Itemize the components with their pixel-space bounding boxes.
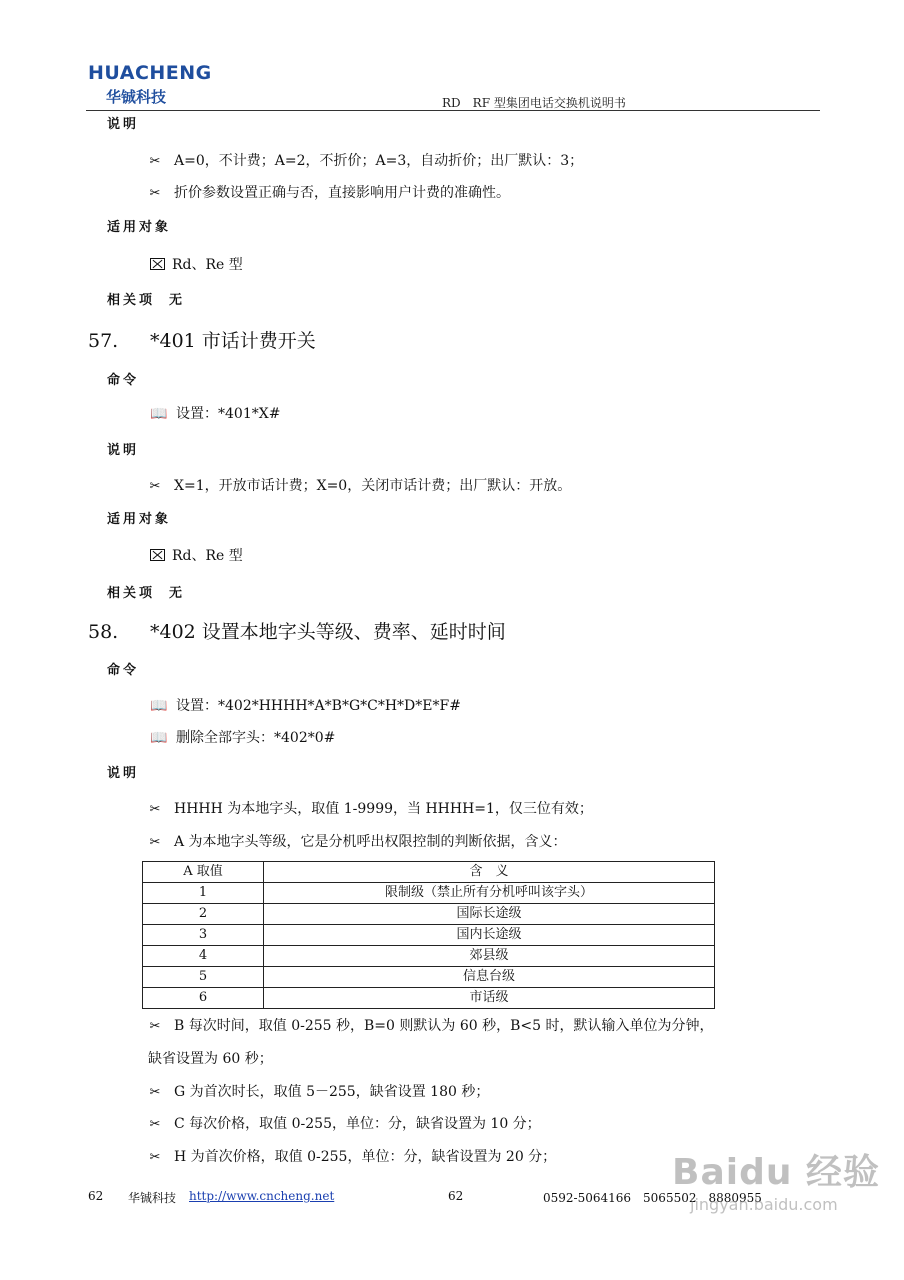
table-header-cell: A 取值 bbox=[143, 862, 264, 883]
table-header-row bbox=[143, 862, 715, 883]
table-row bbox=[143, 946, 715, 967]
table-cell: 限制级（禁止所有分机呼叫该字头） bbox=[264, 883, 715, 904]
scissors-icon: ✂ bbox=[149, 1150, 161, 1165]
checkbox-x-icon bbox=[150, 549, 165, 561]
watermark-brand: Baidu 经验 bbox=[672, 1152, 881, 1193]
table-cell: 5 bbox=[143, 967, 264, 988]
scissors-icon: ✂ bbox=[149, 154, 161, 169]
label-command: 命令 bbox=[107, 373, 140, 388]
label-target: 适用对象 bbox=[107, 512, 172, 527]
scissors-icon: ✂ bbox=[149, 802, 161, 817]
label-related: 相关项 无 bbox=[107, 586, 186, 601]
scissors-icon: ✂ bbox=[149, 186, 161, 201]
document-title: RD RF 型集团电话交换机说明书 bbox=[442, 96, 626, 110]
scissors-icon: ✂ bbox=[149, 1019, 161, 1034]
book-icon: 📖 bbox=[150, 730, 168, 746]
watermark-url: jingyan.baidu.com bbox=[690, 1195, 838, 1214]
footer-company: 华铖科技 bbox=[128, 1191, 177, 1205]
table-row bbox=[143, 967, 715, 988]
table-cell: 郊县级 bbox=[264, 946, 715, 967]
footer-link[interactable] bbox=[189, 1189, 334, 1203]
table-header-cell: 含 义 bbox=[264, 862, 715, 883]
command-item: 📖 设置：*401*X# bbox=[150, 406, 281, 422]
table-cell: 国际长途级 bbox=[264, 904, 715, 925]
label-command: 命令 bbox=[107, 663, 140, 678]
logo-text: HUACHENG bbox=[88, 62, 212, 84]
checkbox-x-icon bbox=[150, 258, 165, 270]
header-divider bbox=[86, 110, 820, 111]
label-explain: 说明 bbox=[107, 443, 140, 458]
label-explain: 说明 bbox=[107, 117, 140, 132]
list-item: ✂ C 每次价格，取值 0-255，单位：分，缺省设置为 10 分； bbox=[149, 1116, 541, 1132]
table-row bbox=[143, 883, 715, 904]
book-icon: 📖 bbox=[150, 698, 168, 714]
table-cell: 1 bbox=[143, 883, 264, 904]
scissors-icon: ✂ bbox=[149, 1085, 161, 1100]
footer-page-number: 62 bbox=[88, 1189, 104, 1203]
list-item: ✂ X=1，开放市话计费；X=0，关闭市话计费；出厂默认：开放。 bbox=[149, 478, 572, 494]
book-icon: 📖 bbox=[150, 406, 168, 422]
command-item: 📖 设置：*402*HHHH*A*B*G*C*H*D*E*F# bbox=[150, 698, 461, 714]
table-cell: 4 bbox=[143, 946, 264, 967]
table-cell: 信息台级 bbox=[264, 967, 715, 988]
list-item: ✂ 折价参数设置正确与否，直接影响用户计费的准确性。 bbox=[149, 185, 510, 201]
scissors-icon: ✂ bbox=[149, 1117, 161, 1132]
scissors-icon: ✂ bbox=[149, 479, 161, 494]
footer-page-center: 62 bbox=[448, 1189, 464, 1203]
table-row bbox=[143, 904, 715, 925]
section-heading-57: 57. *401 市话计费开关 bbox=[88, 330, 316, 352]
table-row bbox=[143, 988, 715, 1009]
list-item: ✂ H 为首次价格，取值 0-255，单位：分，缺省设置为 20 分； bbox=[149, 1149, 557, 1165]
list-item: ✂ HHHH 为本地字头，取值 1-9999，当 HHHH=1，仅三位有效； bbox=[149, 801, 593, 817]
table-row bbox=[143, 925, 715, 946]
target-value: Rd、Re 型 bbox=[150, 545, 243, 565]
a-value-table bbox=[142, 861, 715, 1009]
list-item: ✂ B 每次时间，取值 0-255 秒，B=0 则默认为 60 秒，B<5 时，默认输入单位为分钟， bbox=[149, 1018, 714, 1034]
list-item: ✂ G 为首次时长，取值 5－255，缺省设置 180 秒； bbox=[149, 1084, 490, 1100]
list-item: ✂ A 为本地字头等级，它是分机呼出权限控制的判断依据，含义： bbox=[149, 834, 567, 850]
website-link[interactable]: http://www.cncheng.net bbox=[189, 1189, 335, 1203]
command-item: 📖 删除全部字头：*402*0# bbox=[150, 730, 336, 746]
label-related: 相关项 无 bbox=[107, 293, 186, 308]
footer-phones: 0592-5064166 5065502 8880955 bbox=[543, 1191, 762, 1205]
table-cell: 6 bbox=[143, 988, 264, 1009]
list-item: ✂ A=0，不计费；A=2，不折价；A=3，自动折价；出厂默认：3； bbox=[149, 153, 584, 169]
label-target: 适用对象 bbox=[107, 220, 172, 235]
table-cell: 3 bbox=[143, 925, 264, 946]
baidu-watermark bbox=[672, 1144, 880, 1214]
logo-chinese: 华铖科技 bbox=[106, 88, 167, 106]
table-cell: 国内长途级 bbox=[264, 925, 715, 946]
target-value: Rd、Re 型 bbox=[150, 254, 243, 274]
scissors-icon: ✂ bbox=[149, 835, 161, 850]
section-heading-58: 58. *402 设置本地字头等级、费率、延时时间 bbox=[88, 621, 506, 643]
label-explain: 说明 bbox=[107, 766, 140, 781]
table-cell: 市话级 bbox=[264, 988, 715, 1009]
list-item-continuation: 缺省设置为 60 秒； bbox=[148, 1051, 273, 1067]
table-cell: 2 bbox=[143, 904, 264, 925]
